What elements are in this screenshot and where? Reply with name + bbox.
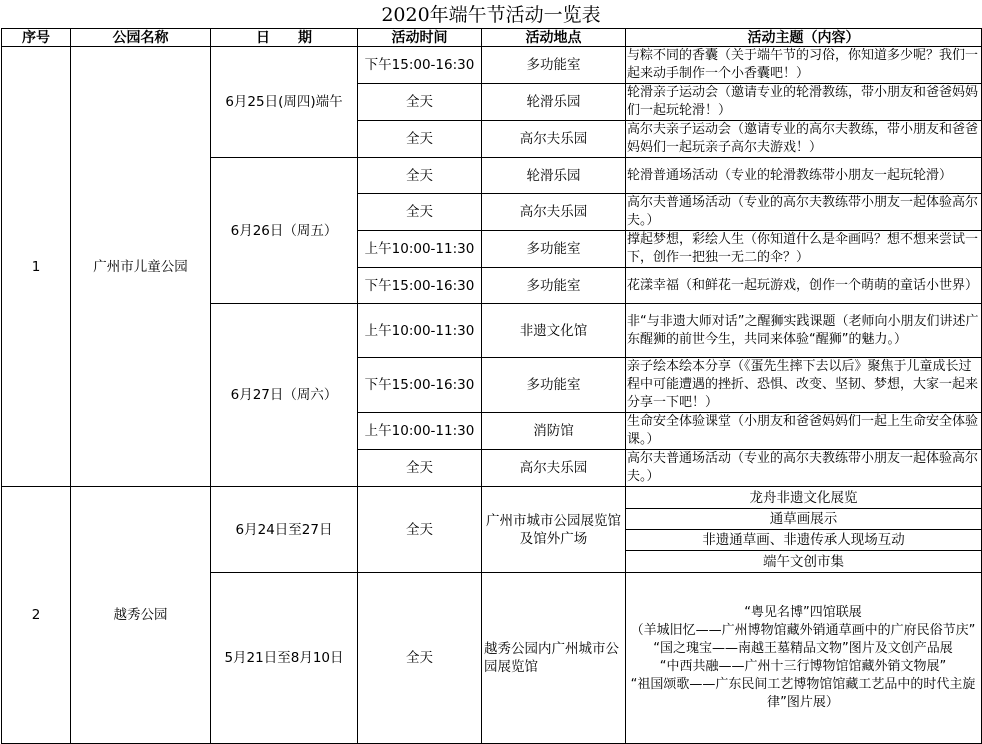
theme-cell: 生命安全体验课堂（小朋友和爸爸妈妈们一起上生命安全体验课。） [626,413,982,450]
theme-cell: 端午文创市集 [626,551,982,573]
place-cell: 高尔夫乐园 [482,450,626,487]
exhibit-line: “粤见名博”四馆联展 [744,605,862,620]
time-cell: 全天 [358,121,482,158]
time-cell: 上午10:00-11:30 [358,304,482,358]
time-cell: 全天 [358,158,482,194]
header-date: 日 期 [211,29,358,47]
time-cell: 下午15:00-16:30 [358,268,482,304]
place-cell: 消防馆 [482,413,626,450]
time-cell: 上午10:00-11:30 [358,231,482,268]
time-cell: 全天 [358,573,482,744]
header-time: 活动时间 [358,29,482,47]
place-cell: 多功能室 [482,358,626,413]
theme-cell: 轮滑普通场活动（专业的轮滑教练带小朋友一起玩轮滑） [626,158,982,194]
place-cell: 轮滑乐园 [482,158,626,194]
date-cell: 5月21日至8月10日 [211,573,358,744]
place-cell: 多功能室 [482,47,626,84]
header-park: 公园名称 [71,29,211,47]
table-row [2,487,982,509]
place-cell: 高尔夫乐园 [482,121,626,158]
theme-cell: 与粽不同的香囊（关于端午节的习俗，你知道多少呢？我们一起来动手制作一个小香囊吧！） [626,47,982,84]
theme-cell: 龙舟非遗文化展览 [626,487,982,509]
activity-table [1,28,982,744]
theme-cell: 轮滑亲子运动会（邀请专业的轮滑教练，带小朋友和爸爸妈妈们一起玩轮滑！） [626,84,982,121]
header-theme: 活动主题（内容） [626,29,982,47]
theme-cell: 花漾幸福（和鲜花一起玩游戏，创作一个萌萌的童话小世界） [626,268,982,304]
exhibit-line: “祖国颂歌——广东民间工艺博物馆馆藏工艺品中的时代主旋律”图片展） [630,677,976,710]
table-row [2,47,982,84]
page-title: 2020年端午节活动一览表 [381,4,601,26]
place-cell: 轮滑乐园 [482,84,626,121]
exhibit-line: “国之瑰宝——南越王墓精品文物”图片及文创产品展 [653,641,953,656]
header-row [2,29,982,47]
theme-cell: 通草画展示 [626,509,982,530]
theme-cell: 非“与非遗大师对话”之醒狮实践课题（老师向小朋友们讲述广东醒狮的前世今生，共同来体验“醒狮”的魅力。） [626,304,982,358]
exhibit-line: “中西共融——广州十三行博物馆馆藏外销文物展” [659,659,947,674]
place-cell: 多功能室 [482,231,626,268]
seq-cell: 2 [2,487,71,744]
theme-cell: 高尔夫亲子运动会（邀请专业的高尔夫教练，带小朋友和爸爸妈妈们一起玩亲子高尔夫游戏！） [626,121,982,158]
time-cell: 全天 [358,194,482,231]
header-place: 活动地点 [482,29,626,47]
place-cell: 越秀公园内广州城市公园展览馆 [482,573,626,744]
time-cell: 全天 [358,487,482,573]
park-name-cell: 广州市儿童公园 [71,47,211,487]
date-cell: 6月26日（周五） [211,158,358,304]
time-cell: 上午10:00-11:30 [358,413,482,450]
theme-cell: 非遗通草画、非遗传承人现场互动 [626,530,982,551]
time-cell: 全天 [358,84,482,121]
park-name-cell: 越秀公园 [71,487,211,744]
theme-cell: 高尔夫普通场活动（专业的高尔夫教练带小朋友一起体验高尔夫。） [626,194,982,231]
place-cell: 非遗文化馆 [482,304,626,358]
header-seq: 序号 [2,29,71,47]
time-cell: 下午15:00-16:30 [358,358,482,413]
time-cell: 下午15:00-16:30 [358,47,482,84]
date-cell: 6月27日（周六） [211,304,358,487]
seq-cell: 1 [2,47,71,487]
theme-cell: 高尔夫普通场活动（专业的高尔夫教练带小朋友一起体验高尔夫。） [626,450,982,487]
exhibit-line: （羊城旧忆——广州博物馆藏外销通草画中的广府民俗节庆” [630,623,976,638]
date-cell: 6月24日至27日 [211,487,358,573]
time-cell: 全天 [358,450,482,487]
place-cell: 广州市城市公园展览馆及馆外广场 [482,487,626,573]
theme-cell [626,573,982,744]
place-cell: 多功能室 [482,268,626,304]
place-cell: 高尔夫乐园 [482,194,626,231]
theme-cell: 撑起梦想，彩绘人生（你知道什么是伞画吗？想不想来尝试一下，创作一把独一无二的伞？） [626,231,982,268]
date-cell: 6月25日(周四)端午 [211,47,358,158]
theme-cell: 亲子绘本绘本分享（《蛋先生摔下去以后》聚焦于儿童成长过程中可能遭遇的挫折、恐惧、改变、坚韧、梦想，大家一起来分享一下吧！） [626,358,982,413]
